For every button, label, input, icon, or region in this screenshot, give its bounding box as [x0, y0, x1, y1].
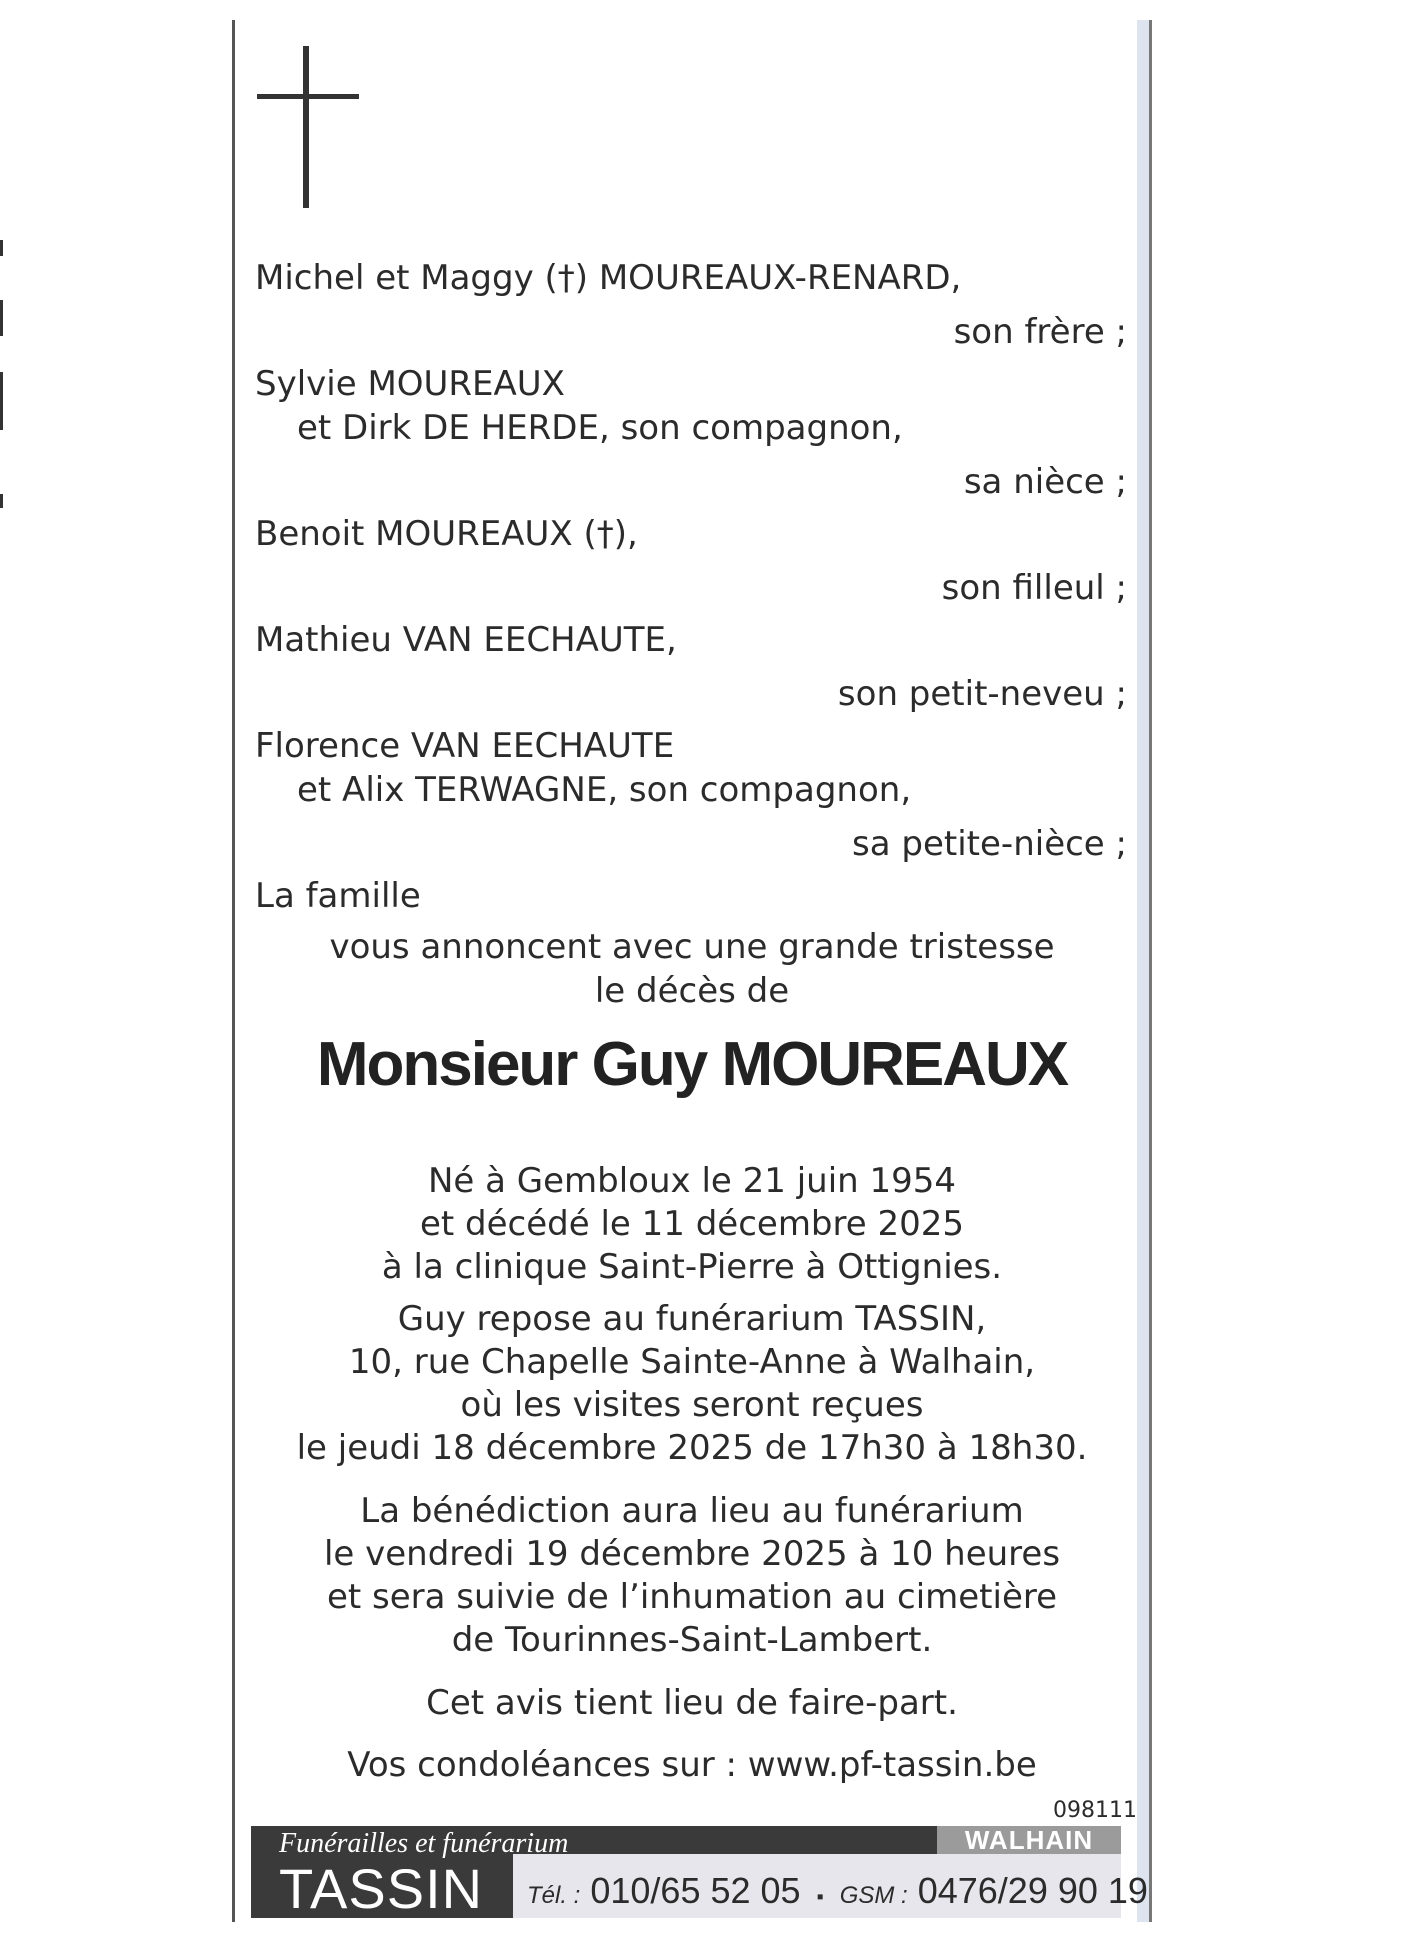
detail-line: et décédé le 11 décembre 2025: [419, 1204, 965, 1244]
scan-mark: [0, 300, 3, 336]
footer-tagline: Funérailles et funérarium: [279, 1828, 569, 1859]
announcement-line: vous annoncent avec une grande tristesse: [329, 927, 1055, 967]
footer-dark-band: [513, 1826, 937, 1854]
funeral-home-footer: [251, 1825, 1148, 1920]
relative-name: Sylvie MOUREAUX: [255, 364, 565, 404]
condolences-line: Vos condoléances sur : www.pf-tassin.be: [347, 1745, 1037, 1785]
death-notice: [232, 20, 1152, 1922]
cross-icon: [303, 46, 309, 208]
detail-line: La bénédiction aura lieu au funérarium: [360, 1491, 1024, 1531]
family-label: La famille: [255, 876, 421, 916]
detail-line: de Tourinnes-Saint-Lambert.: [451, 1620, 933, 1660]
footer-location: WALHAIN: [937, 1826, 1121, 1854]
reference-number: 098111: [1053, 1798, 1137, 1823]
relative-relation: son filleul ;: [941, 568, 1127, 608]
relative-companion: et Alix TERWAGNE, son compagnon,: [297, 770, 912, 810]
relative-name: Florence VAN EECHAUTE: [255, 726, 675, 766]
relative-name: Michel et Maggy (†) MOUREAUX-RENARD,: [255, 258, 962, 298]
relative-relation: sa nièce ;: [963, 462, 1127, 502]
relative-relation: sa petite-nièce ;: [852, 824, 1127, 864]
relative-name: Mathieu VAN EECHAUTE,: [255, 620, 677, 660]
footer-contact: [527, 1870, 1148, 1918]
tel-number: 010/65 52 05: [590, 1870, 801, 1911]
gsm-number: 0476/29 90 19: [917, 1870, 1148, 1911]
detail-line: où les visites seront reçues: [460, 1385, 924, 1425]
gsm-label: GSM :: [839, 1882, 908, 1909]
tel-label: Tél. :: [527, 1882, 581, 1909]
detail-line: le vendredi 19 décembre 2025 à 10 heures: [323, 1534, 1061, 1574]
relative-relation: son petit-neveu ;: [837, 674, 1127, 714]
detail-line: à la clinique Saint-Pierre à Ottignies.: [381, 1247, 1003, 1287]
relative-companion: et Dirk DE HERDE, son compagnon,: [297, 408, 903, 448]
deceased-name: Monsieur Guy MOUREAUX: [316, 1030, 1068, 1099]
relative-name: Benoit MOUREAUX (†),: [255, 514, 638, 554]
detail-line: et sera suivie de l’inhumation au cimetière: [326, 1577, 1058, 1617]
scan-mark: [0, 240, 3, 256]
scan-mark: [0, 494, 3, 508]
detail-line: 10, rue Chapelle Sainte-Anne à Walhain,: [348, 1342, 1036, 1382]
footer-brand: TASSIN: [279, 1857, 484, 1920]
detail-line: Cet avis tient lieu de faire-part.: [426, 1683, 958, 1723]
announcement-line: le décès de: [594, 971, 790, 1011]
relative-relation: son frère ;: [953, 312, 1127, 352]
scan-mark: [0, 372, 3, 430]
detail-line: le jeudi 18 décembre 2025 de 17h30 à 18h30.: [296, 1428, 1088, 1468]
separator-icon: ▪: [816, 1886, 824, 1908]
detail-line: Né à Gembloux le 21 juin 1954: [427, 1161, 957, 1201]
cross-icon-bar: [257, 94, 359, 99]
detail-line: Guy repose au funérarium TASSIN,: [397, 1299, 987, 1339]
